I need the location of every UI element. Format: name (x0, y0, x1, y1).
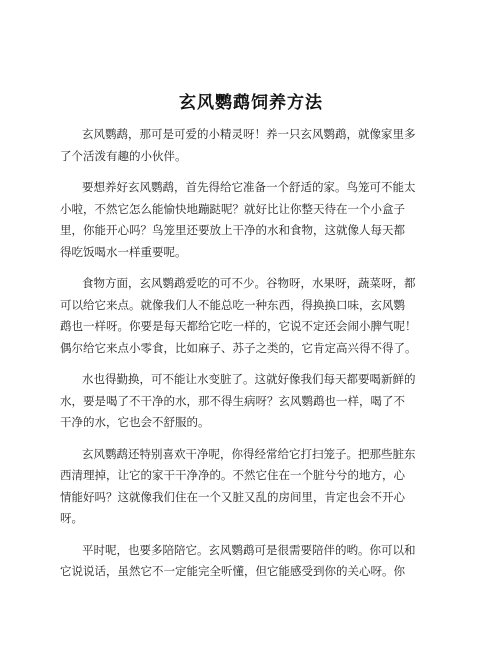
paragraph-line: 鹉也一样呀。你要是每天都给它吃一样的，它说不定还会闹小脾气呢！ (60, 319, 417, 333)
paragraph (60, 124, 464, 167)
paragraph-line: 平时呢，也要多陪陪它。玄风鹦鹉可是很需要陪伴的哟。你可以和 (82, 542, 416, 557)
paragraph-line: 水，要是喝了不干净的水，那不得生病呀？玄风鹦鹉也一样，喝了不 (60, 393, 405, 408)
paragraph-line: 偶尔给它来点小零食，比如麻子、苏子之类的，它肯定高兴得不得了。 (60, 340, 417, 355)
paragraph (60, 273, 464, 359)
paragraph-line: 它说说话，虽然它不一定能完全听懂，但它能感受到你的关心呀。你 (60, 564, 405, 578)
paragraph (60, 369, 464, 434)
document-body (60, 124, 464, 593)
paragraph-line: 干净的水，它也会不舒服的。 (60, 415, 210, 429)
paragraph-line: 要想养好玄风鹦鹉，首先得给它准备一个舒适的家。鸟笼可不能太 (82, 180, 416, 194)
paragraph-line: 可以给它来点。就像我们人不能总吃一种东西，得换换口味，玄风鹦 (60, 297, 405, 312)
paragraph (60, 444, 464, 530)
paragraph-line: 小啦，不然它怎么能愉快地蹦跶呢？就好比让你整天待在一个小盒子 (60, 201, 405, 216)
paragraph (60, 177, 464, 263)
paragraph-line: 得吃饭喝水一样重要呢。 (60, 244, 187, 259)
paragraph-line: 玄风鹦鹉，那可是可爱的小精灵呀！养一只玄风鹦鹉，就像家里多 (82, 127, 416, 141)
paragraph-line: 呀。 (60, 511, 83, 525)
paragraph-line: 食物方面，玄风鹦鹉爱吃的可不少。谷物呀，水果呀，蔬菜呀，都 (82, 276, 416, 290)
paragraph-line: 玄风鹦鹉还特别喜欢干净呢，你得经常给它打扫笼子。把那些脏东 (82, 446, 416, 461)
paragraph-line: 了个活泼有趣的小伙伴。 (60, 148, 187, 163)
document-title: 玄风鹦鹉饲养方法 (179, 93, 323, 113)
paragraph-line: 情能好吗？这就像我们住在一个又脏又乱的房间里，肯定也会不开心 (60, 489, 405, 504)
paragraph (60, 540, 464, 583)
paragraph-line: 里，你能开心吗？鸟笼里还要放上干净的水和食物，这就像人每天都 (60, 223, 405, 237)
paragraph-line: 西清理掉，让它的家干干净净的。不然它住在一个脏兮兮的地方，心 (60, 468, 405, 482)
paragraph-line: 水也得勤换，可不能让水变脏了。这就好像我们每天都要喝新鲜的 (82, 372, 416, 386)
